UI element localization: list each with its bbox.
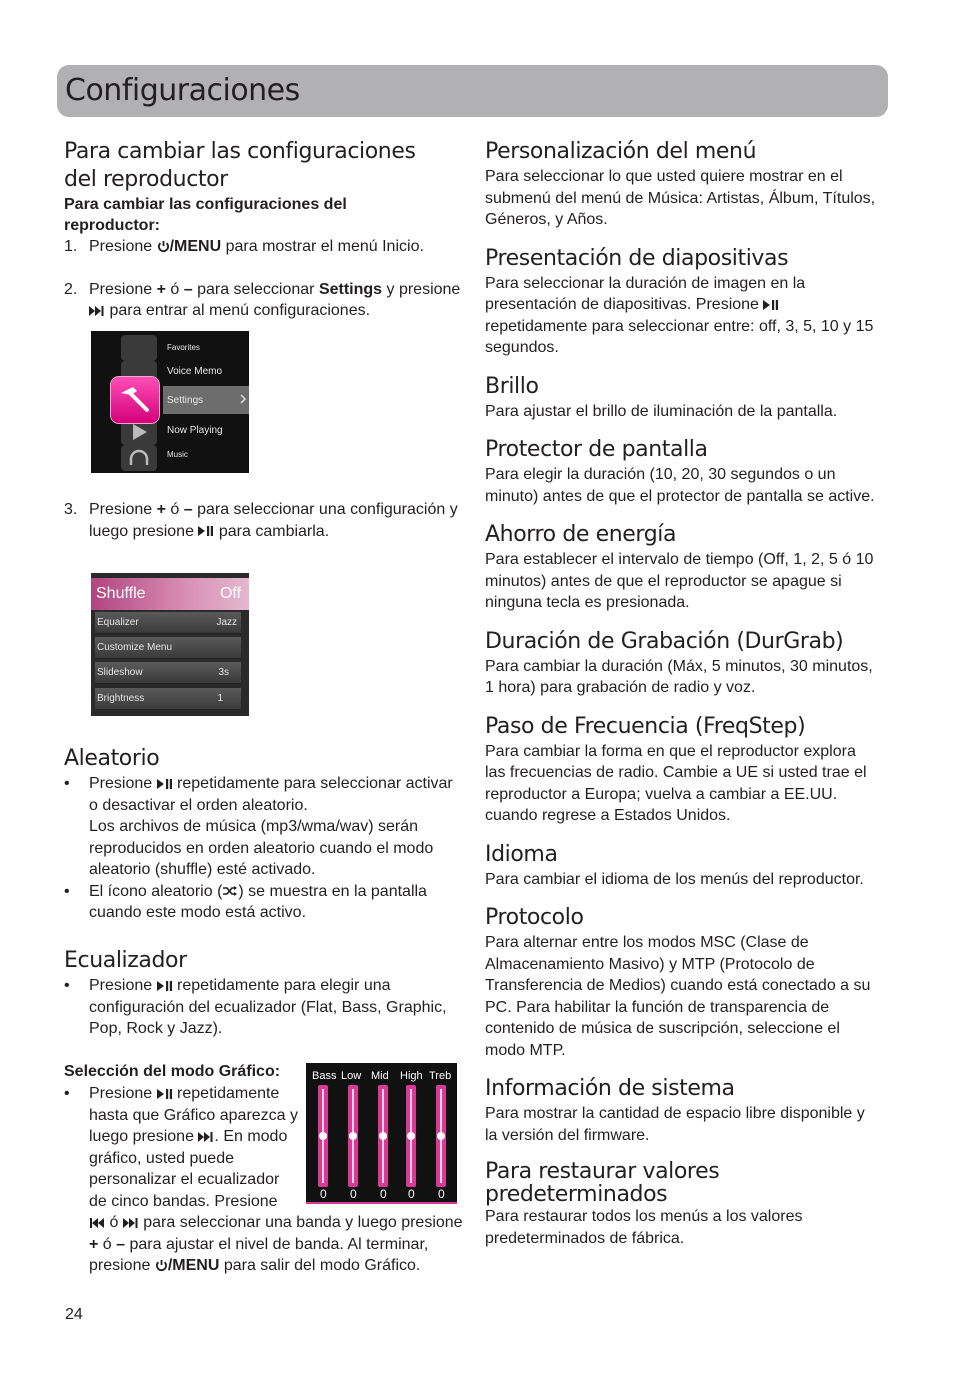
menu-item-settings[interactable]: Settings — [167, 395, 204, 406]
menu-item-favorites[interactable]: Favorites — [167, 343, 200, 352]
aleatorio-bullet-2: • El ícono aleatorio ( ) se muestra en la pantalla cuando este modo está activo. — [64, 881, 464, 924]
step-2: 2. Presione + ó – para seleccionar Settings y presione para entrar al menú configuraciones. — [64, 280, 461, 319]
section-body-language: Para cambiar el idioma de los menús del reproductor. — [485, 870, 864, 888]
eq-value-low: 0 — [350, 1187, 357, 1201]
ecualizador-section — [64, 947, 464, 1040]
subheading-graphic-mode: Selección del modo Gráfico: — [64, 1063, 281, 1080]
settings-hammer-icon — [111, 377, 159, 423]
eq-value-treb: 0 — [438, 1187, 445, 1201]
eq-knob-mid[interactable] — [379, 1132, 387, 1140]
settings-list-screenshot — [91, 573, 249, 716]
eq-value-mid: 0 — [380, 1187, 387, 1201]
play-pause-icon — [763, 300, 779, 310]
section-heading-brightness: Brillo — [485, 373, 539, 399]
eq-band-bass[interactable] — [318, 1085, 328, 1187]
eq-band-mid[interactable] — [378, 1085, 388, 1187]
eq-value-bass: 0 — [320, 1187, 327, 1201]
eq-knob-treb[interactable] — [437, 1132, 445, 1140]
favorites-icon — [121, 335, 157, 361]
aleatorio-bullet-1: • Presione repetidamente para seleccionar activar o desactivar el orden aleatorio. Los archivos de música (mp3/wma/wav) serán reproducidos en orden aleatorio cuando el modo aleatorio (shuffle) esté activado. — [64, 773, 464, 881]
subheading-change-settings: Para cambiar las configuraciones del reproductor: — [64, 196, 347, 234]
eq-band-low[interactable] — [348, 1085, 358, 1187]
section-heading-durgrab: Duración de Grabación (DurGrab) — [485, 628, 844, 654]
step-3-block — [64, 499, 464, 542]
eq-label-low: Low — [341, 1070, 362, 1082]
settings-row-brightness[interactable]: Brightness 1 — [95, 688, 241, 710]
power-icon — [155, 1259, 168, 1273]
play-pause-icon — [157, 981, 173, 991]
section-body-screensaver: Para elegir la duración (10, 20, 30 segundos o un minuto) antes de que el protector de pantalla se active. — [485, 466, 875, 505]
section-body-durgrab: Para cambiar la duración (Máx, 5 minutos, 30 minutos, 1 hora) para grabación de radio y voz. — [485, 657, 873, 696]
main-menu-screenshot — [91, 331, 249, 473]
eq-label-high: High — [400, 1070, 423, 1082]
section-heading-aleatorio: Aleatorio — [64, 746, 160, 771]
eq-knob-bass[interactable] — [319, 1132, 327, 1140]
eq-label-treb: Treb — [429, 1070, 452, 1082]
right-column — [485, 138, 880, 1249]
ecualizador-bullet-1: • Presione repetidamente para elegir una configuración del ecualizador (Flat, Bass, Graphic, Pop, Rock y Jazz). — [64, 975, 464, 1040]
settings-row-slideshow[interactable]: Slideshow 3s — [95, 662, 241, 684]
skip-forward-icon — [89, 306, 105, 316]
settings-row-shuffle[interactable]: Shuffle Off — [91, 578, 249, 610]
settings-row-equalizer[interactable]: Equalizer Jazz — [95, 612, 241, 634]
shuffle-icon — [222, 885, 238, 897]
section-body-freqstep: Para cambiar la forma en que el reproductor explora las frecuencias de radio. Cambie a UE si usted trae el reproductor a Europa; vuelva a cambiar a EE.UU. cuando regrese a Estados Unidos. — [485, 742, 867, 824]
section-body-system-info: Para mostrar la cantidad de espacio libre disponible y la versión del firmware. — [485, 1105, 865, 1144]
power-icon — [157, 240, 170, 254]
equalizer-screenshot — [306, 1063, 457, 1204]
section-body-protocol: Para alternar entre los modos MSC (Clase de Almacenamiento Masivo) y MTP (Protocolo de Transferencia de Medios) cuando está conectado a su PC. Para habilitar la función de transparencia de contenido de música de suscripción, seleccione el modo MTP. — [485, 934, 871, 1059]
eq-label-mid: Mid — [371, 1070, 389, 1082]
eq-label-bass: Bass — [312, 1070, 337, 1082]
play-pause-icon — [198, 526, 214, 536]
graphic-mode-bullet: • Presione repetidamente hasta que Gráfico aparezca y luego presione . En modo gráfico, usted puede personalizar el ecualizador de cinco bandas. Presione ó para seleccionar una banda y luego presione + ó – para ajustar el nivel de banda. Al terminar, presione /MENU para salir del modo Gráfico. — [64, 1083, 464, 1277]
section-body-restore-defaults: Para restaurar todos los menús a los valores predeterminados de fábrica. — [485, 1208, 803, 1247]
section-heading-slideshow: Presentación de diapositivas — [485, 245, 789, 271]
section-body-menu-custom: Para seleccionar lo que usted quiere mostrar en el submenú del menú de Música: Artistas, Álbum, Títulos, Géneros, y Años. — [485, 168, 876, 228]
eq-knob-low[interactable] — [349, 1132, 357, 1140]
left-column — [64, 138, 464, 322]
eq-band-treb[interactable] — [436, 1085, 446, 1187]
menu-item-music[interactable]: Music — [167, 450, 188, 459]
page-title: Configuraciones — [65, 73, 300, 108]
section-heading-freqstep: Paso de Frecuencia (FreqStep) — [485, 713, 806, 739]
eq-band-high[interactable] — [406, 1085, 416, 1187]
menu-item-voice-memo[interactable]: Voice Memo — [167, 366, 223, 377]
skip-forward-icon — [123, 1218, 139, 1228]
play-pause-icon — [157, 1089, 173, 1099]
section-heading-power-save: Ahorro de energía — [485, 522, 677, 547]
section-body-brightness: Para ajustar el brillo de iluminación de la pantalla. — [485, 402, 838, 420]
eq-bottom-line — [306, 1202, 457, 1204]
section-heading-menu-custom: Personalización del menú — [485, 139, 757, 164]
section-heading-screensaver: Protector de pantalla — [485, 437, 708, 462]
page-number: 24 — [65, 1306, 83, 1323]
section-heading-ecualizador: Ecualizador — [64, 948, 187, 973]
section-body-slideshow: Para seleccionar la duración de imagen en la presentación de diapositivas. Presione repetidamente para seleccionar entre: off, 3, 5, 10 y 15 segundos. — [485, 274, 874, 356]
section-heading-language: Idioma — [485, 841, 558, 867]
settings-row-customize-menu[interactable]: Customize Menu — [95, 637, 241, 659]
header-bar — [57, 65, 888, 117]
eq-value-high: 0 — [408, 1187, 415, 1201]
eq-knob-high[interactable] — [407, 1132, 415, 1140]
menu-item-now-playing[interactable]: Now Playing — [167, 425, 223, 436]
step-1: 1. Presione /MENU para mostrar el menú Inicio. — [64, 238, 424, 255]
music-icon — [121, 445, 157, 471]
step-3: 3. Presione + ó – para seleccionar una configuración y luego presione para cambiarla. — [64, 501, 458, 540]
section-heading-system-info: Información de sistema — [485, 1076, 735, 1101]
skip-back-icon — [89, 1218, 105, 1228]
steps-list — [64, 236, 464, 322]
play-pause-icon — [157, 779, 173, 789]
aleatorio-section — [64, 745, 464, 924]
section-body-power-save: Para establecer el intervalo de tiempo (Off, 1, 2, 5 ó 10 minutos) antes de que el reproductor se apague si ninguna tecla es presionada. — [485, 551, 874, 611]
section-heading-change-settings: Para cambiar las configuraciones del reproductor — [64, 139, 416, 192]
section-heading-protocol: Protocolo — [485, 905, 584, 930]
skip-forward-icon — [198, 1132, 214, 1142]
section-heading-restore-defaults: Para restaurar valores predeterminados — [485, 1159, 720, 1207]
